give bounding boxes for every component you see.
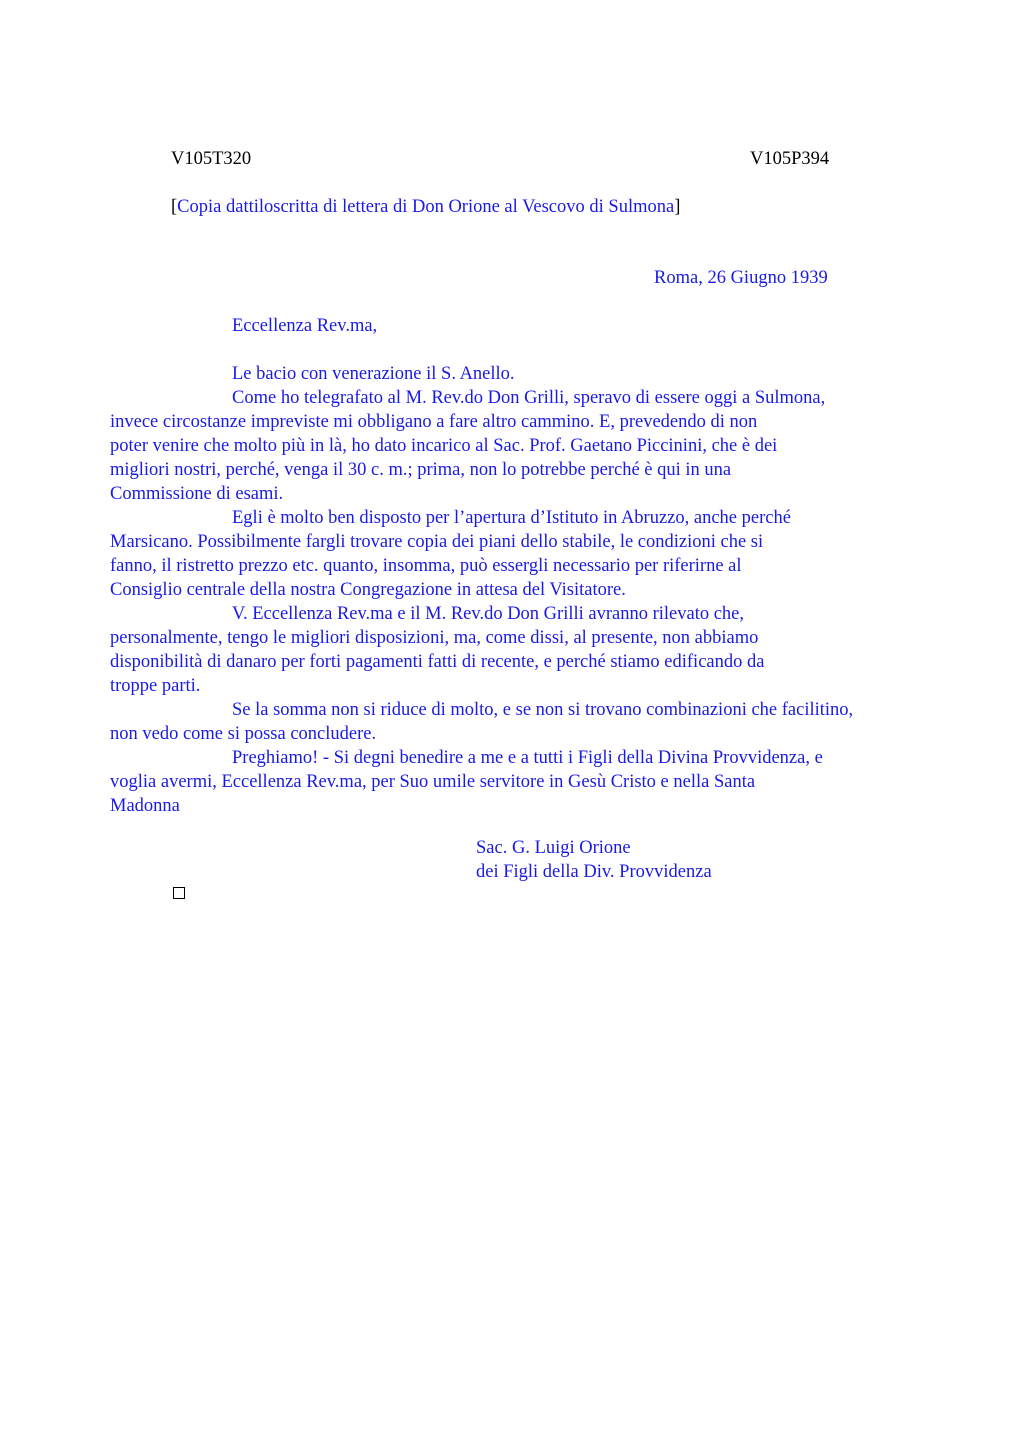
heading-text: Copia dattiloscritta di lettera di Don Orione al Vescovo di Sulmona (177, 197, 675, 217)
paragraph-line: disponibilità di danaro per forti pagamenti fatti di recente, e perché stiamo edificando da (110, 652, 765, 672)
paragraph-line: Egli è molto ben disposto per l’apertura d’Istituto in Abruzzo, anche perché (232, 508, 791, 528)
document-heading (171, 195, 680, 219)
letter-paragraph (110, 506, 931, 602)
paragraph-line: voglia avermi, Eccellenza Rev.ma, per Suo umile servitore in Gesù Cristo e nella Santa (110, 772, 756, 792)
letter-body (110, 362, 931, 818)
document-id-right: V105P394 (750, 149, 830, 169)
paragraph-line: V. Eccellenza Rev.ma e il M. Rev.do Don Grilli avranno rilevato che, (232, 604, 745, 624)
paragraph-line: Come ho telegrafato al M. Rev.do Don Grilli, speravo di essere oggi a Sulmona, (232, 388, 826, 408)
paragraph-line: troppe parti. (110, 676, 201, 696)
paragraph-line: Se la somma non si riduce di molto, e se non si trovano combinazioni che facilitino, (232, 700, 854, 720)
letter-salutation: Eccellenza Rev.ma, (232, 316, 378, 336)
paragraph-line: Commissione di esami. (110, 484, 284, 504)
paragraph-line: Preghiamo! - Si degni benedire a me e a tutti i Figli della Divina Provvidenza, e (232, 748, 823, 768)
heading-close-bracket: ] (674, 197, 681, 217)
signature-name: Sac. G. Luigi Orione (476, 838, 631, 858)
paragraph-line: non vedo come si possa concludere. (110, 724, 377, 744)
paragraph-line: migliori nostri, perché, venga il 30 c. m.; prima, non lo potrebbe perché è qui in una (110, 460, 732, 480)
letter-paragraph (110, 746, 931, 818)
paragraph-line: fanno, il ristretto prezzo etc. quanto, insomma, può essergli necessario per riferirne al (110, 556, 742, 576)
letter-paragraph (110, 386, 931, 506)
paragraph-line: poter venire che molto più in là, ho dato incarico al Sac. Prof. Gaetano Piccinini, che è dei (110, 436, 778, 456)
paragraph-line: Marsicano. Possibilmente fargli trovare copia dei piani dello stabile, le condizioni che si (110, 532, 764, 552)
heading-open-bracket: [ (171, 197, 178, 217)
signature-affiliation: dei Figli della Div. Provvidenza (476, 862, 712, 882)
letter-paragraph (110, 602, 931, 698)
document-id-left: V105T320 (171, 149, 252, 169)
paragraph-line: Madonna (110, 796, 180, 816)
checkbox-square-icon (173, 887, 185, 899)
paragraph-line: personalmente, tengo le migliori disposizioni, ma, come dissi, al presente, non abbiamo (110, 628, 759, 648)
letter-paragraph (171, 362, 931, 386)
letter-date: Roma, 26 Giugno 1939 (654, 268, 828, 288)
paragraph-line: Le bacio con venerazione il S. Anello. (232, 364, 515, 384)
letter-paragraph (110, 698, 931, 746)
paragraph-line: Consiglio centrale della nostra Congregazione in attesa del Visitatore. (110, 580, 626, 600)
paragraph-line: invece circostanze impreviste mi obbligano a fare altro cammino. E, prevedendo di non (110, 412, 758, 432)
